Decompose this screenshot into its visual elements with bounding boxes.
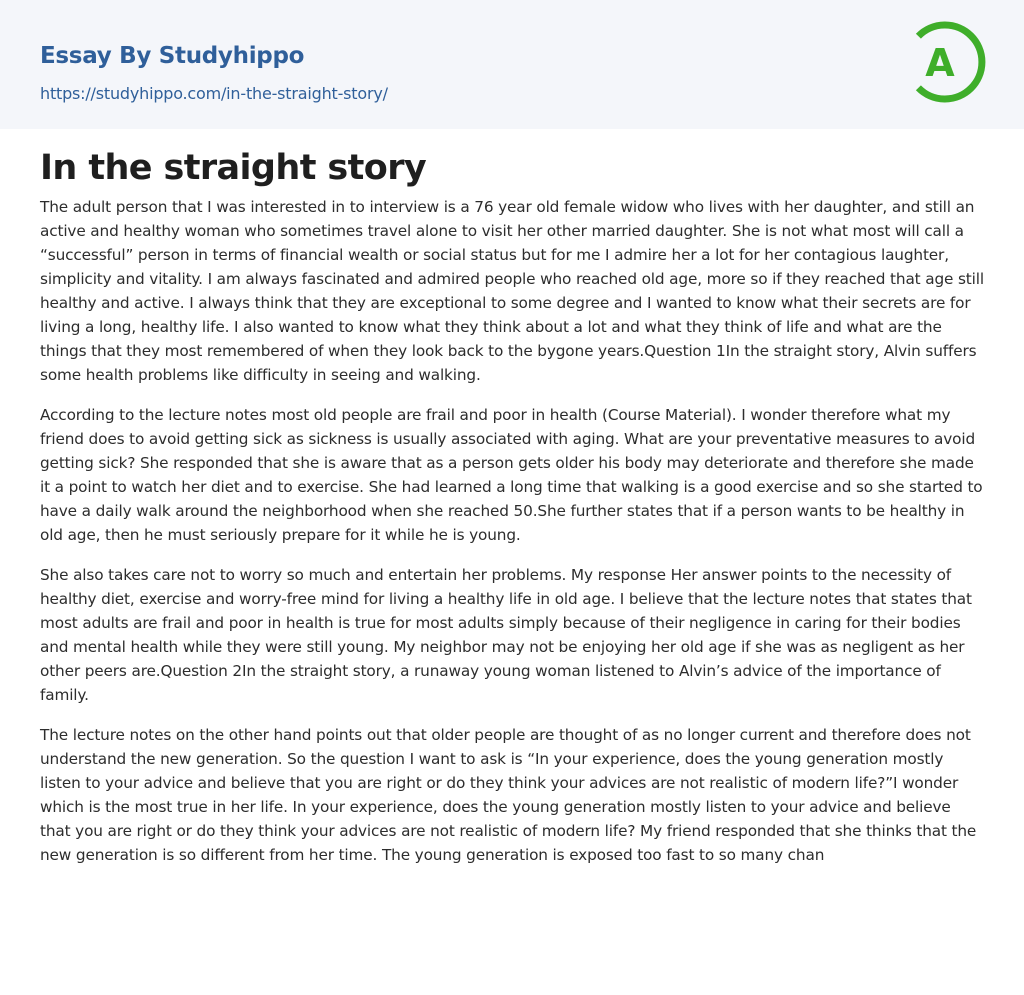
logo-letter: A [925, 41, 955, 85]
essay-content [0, 129, 1024, 867]
essay-paragraph-2: According to the lecture notes most old people are frail and poor in health (Course Material). I wonder therefore what my friend does to avoid getting sick as sickness is usually associated with aging. What are your preventative measures to avoid getting sick? She responded that she is aware that as a person gets older his body may deteriorate and therefore she made it a point to watch her diet and to exercise. She had learned a long time that walking is a good exercise and so she started to have a daily walk around the neighborhood when she reached 50.She further states that if a person wants to be healthy in old age, then he must seriously prepare for it while he is young. [40, 406, 983, 544]
essay-paragraph-3: She also takes care not to worry so much and entertain her problems. My response Her answer points to the necessity of healthy diet, exercise and worry-free mind for living a healthy life in old age. I believe that the lecture notes that states that most adults are frail and poor in health is true for most adults simply because of their negligence in caring for their bodies and mental health while they were still young. My neighbor may not be enjoying her old age if she was as negligent as her other peers are.Question 2In the straight story, a runaway young woman listened to Alvin’s advice of the importance of family. [40, 566, 972, 704]
site-header [0, 0, 1024, 129]
site-title[interactable]: Essay By Studyhippo [40, 43, 305, 69]
essay-paragraph-1: The adult person that I was interested in to interview is a 76 year old female widow who lives with her daughter, and still an active and healthy woman who sometimes travel alone to visit her other married daughter. She is not what most will call a “successful” person in terms of financial wealth or social status but for me I admire her a lot for her contagious laughter, simplicity and vitality. I am always fascinated and admired people who reached old age, more so if they reached that age still healthy and active. I always think that they are exceptional to some degree and I wanted to know what their secrets are for living a long, healthy life. I also wanted to know what they think about a lot and what they think of life and what are the things that they most remembered of when they look back to the bygone years.Question 1In the straight story, Alvin suffers some health problems like difficulty in seeing and walking. [40, 198, 984, 384]
page-title: In the straight story [40, 148, 427, 188]
studyhippo-logo-icon[interactable] [912, 19, 986, 105]
essay-paragraph-4: The lecture notes on the other hand points out that older people are thought of as no longer current and therefore does not understand the new generation. So the question I want to ask is “In your experience, does the young generation mostly listen to your advice and believe that you are right or do they think your advices are not realistic of modern life?”I wonder which is the most true in her life. In your experience, does the young generation mostly listen to your advice and believe that you are right or do they think your advices are not realistic of modern life? My friend responded that she thinks that the new generation is so different from her time. The young generation is exposed too fast to so many chan [40, 726, 977, 864]
page-url-link[interactable]: https://studyhippo.com/in-the-straight-story/ [40, 84, 388, 103]
